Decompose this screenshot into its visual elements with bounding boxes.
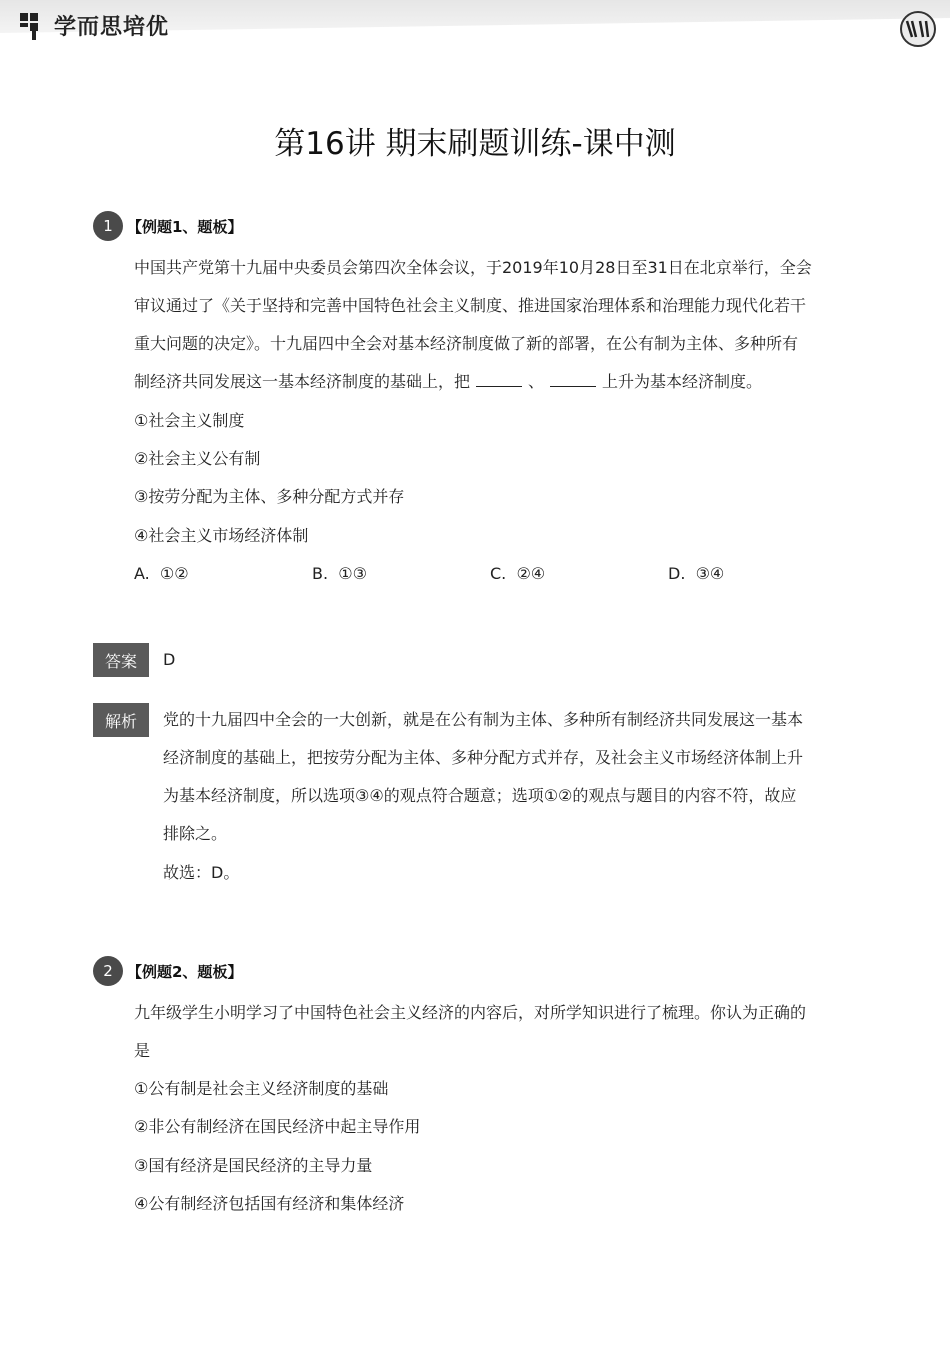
option-value: ②④ xyxy=(516,564,546,583)
analysis-line: 为基本经济制度，所以选项③④的观点符合题意；选项①②的观点与题目的内容不符，故应 xyxy=(163,786,797,805)
fill-blank xyxy=(476,372,522,387)
logo-text: 学而思培优 xyxy=(54,15,170,40)
option-label: C. xyxy=(490,564,507,583)
page-title: 第16讲 期末刷题训练-课中测 xyxy=(274,126,676,162)
stem-text-part: 制经济共同发展这一基本经济制度的基础上，把 xyxy=(134,372,471,391)
logo-icon xyxy=(18,11,48,41)
question-number-badge: 1 xyxy=(93,211,123,241)
brand-logo xyxy=(18,10,169,41)
question-tag: 【例题2、题板】 xyxy=(127,962,243,981)
question-1-text-line: 重大问题的决定》。十九届四中全会对基本经济制度做了新的部署，在公有制为主体、多种所有 xyxy=(134,334,799,353)
statement-item: ④社会主义市场经济体制 xyxy=(134,526,309,545)
stem-text-part: 上升为基本经济制度。 xyxy=(602,372,763,391)
question-1-text-line: 审议通过了《关于坚持和完善中国特色社会主义制度、推进国家治理体系和治理能力现代化若干 xyxy=(134,296,807,315)
analysis-line: 党的十九届四中全会的一大创新，就是在公有制为主体、多种所有制经济共同发展这一基本 xyxy=(163,710,804,729)
analysis-line: 经济制度的基础上，把按劳分配为主体、多种分配方式并存，及社会主义市场经济体制上升 xyxy=(163,748,804,767)
analysis-label: 解析 xyxy=(93,703,149,737)
question-1-header xyxy=(93,211,242,241)
statement-item: ③按劳分配为主体、多种分配方式并存 xyxy=(134,487,405,506)
option-label: B. xyxy=(312,564,329,583)
question-2-header xyxy=(93,956,242,986)
analysis-line: 排除之。 xyxy=(163,824,228,843)
mascot-badge-icon xyxy=(898,10,938,48)
option-d[interactable] xyxy=(668,564,724,583)
statement-item: ②非公有制经济在国民经济中起主导作用 xyxy=(134,1117,421,1136)
option-b[interactable] xyxy=(312,564,367,583)
analysis-line: 故选：D。 xyxy=(163,863,240,882)
option-a[interactable] xyxy=(134,564,189,583)
question-1-text-line xyxy=(134,372,762,392)
statement-item: ③国有经济是国民经济的主导力量 xyxy=(134,1156,373,1175)
option-value: ③④ xyxy=(695,564,725,583)
statement-item: ②社会主义公有制 xyxy=(134,449,261,468)
option-value: ①③ xyxy=(338,564,367,583)
answer-value: D xyxy=(163,650,176,669)
option-label: A. xyxy=(134,564,150,583)
question-tag: 【例题1、题板】 xyxy=(127,217,243,236)
blank-separator: 、 xyxy=(528,372,545,391)
statement-item: ①社会主义制度 xyxy=(134,411,245,430)
option-c[interactable] xyxy=(490,564,545,583)
statement-item: ①公有制是社会主义经济制度的基础 xyxy=(134,1079,389,1098)
question-1-text-line: 中国共产党第十九届中央委员会第四次全体会议，于2019年10月28日至31日在北京举行，全会 xyxy=(134,258,812,277)
option-label: D. xyxy=(668,564,686,583)
question-2-text-line: 九年级学生小明学习了中国特色社会主义经济的内容后，对所学知识进行了梳理。你认为正确的 xyxy=(134,1003,807,1022)
statement-item: ④公有制经济包括国有经济和集体经济 xyxy=(134,1194,405,1213)
question-number-badge: 2 xyxy=(93,956,123,986)
option-value: ①② xyxy=(159,564,189,583)
answer-label: 答案 xyxy=(93,643,149,677)
fill-blank xyxy=(550,372,596,387)
question-2-text-line: 是 xyxy=(134,1041,151,1060)
